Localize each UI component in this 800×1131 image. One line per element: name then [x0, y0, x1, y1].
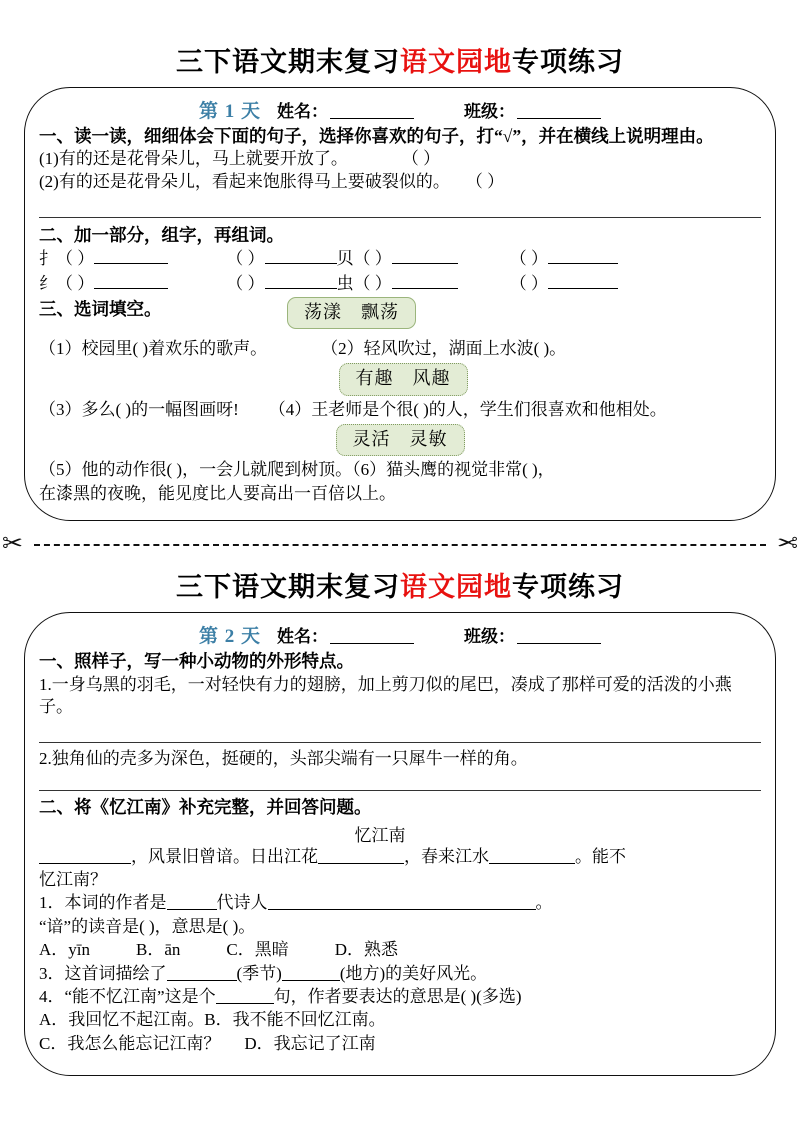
paren-2b[interactable]: （ ）: [226, 273, 265, 293]
name-blank-2[interactable]: [330, 643, 414, 644]
poem-text-a: ，风景旧曾谙。日出江花: [131, 846, 318, 866]
question-2-row[interactable]: “谙”的读音是( )，意思是( )。: [39, 916, 256, 936]
cut-dashes: [34, 544, 766, 546]
word-blank-2a[interactable]: [94, 271, 168, 288]
poem-text-d: 忆江南？: [39, 869, 107, 889]
option-d-meaning[interactable]: D．熟悉: [334, 940, 399, 960]
scissors-icon-right: ✂: [777, 530, 798, 558]
class-label-1: 班级：: [464, 102, 516, 121]
title-after-2: 专项练习: [512, 572, 624, 603]
word-blank-1d[interactable]: [548, 247, 618, 264]
question-4-text-b: 句，作者要表达的意思是( )(多选): [273, 987, 522, 1007]
section-1-1-item-0-row: [39, 148, 761, 171]
word-box-1: 荡漾 飘荡: [287, 297, 416, 329]
worksheet-frame-1: [24, 87, 776, 521]
class-field-1[interactable]: [464, 97, 601, 122]
scissors-icon-left: ✂: [2, 530, 23, 558]
word-blank-2d[interactable]: [548, 271, 618, 288]
question-1-row: [39, 891, 761, 914]
section-1-1-item-1-row: [39, 171, 761, 194]
fill-item-7: 在漆黑的夜晚，能见度比人要高出一百倍以上。: [39, 484, 396, 504]
cut-line: [0, 527, 800, 561]
question-1-text-a: 本词的作者是: [64, 893, 167, 913]
word-box-2: 有趣 风趣: [339, 363, 468, 395]
section-heading-2-1: 一、照样子，写一种小动物的外形特点。: [39, 651, 354, 672]
question-4-text-a: “能不忆江南”这是个: [64, 987, 216, 1007]
option-c-q4[interactable]: C．我怎么能忘记江南？: [39, 1033, 221, 1053]
page-title-day-1: [0, 40, 800, 79]
option-a-pinyin[interactable]: A．yīn: [39, 940, 90, 960]
day-badge-1: 第 1 天: [199, 101, 262, 122]
question-3-num: 3．: [39, 963, 65, 983]
worksheet-header-row-1: [39, 96, 761, 123]
answer-rule-2b[interactable]: [39, 790, 761, 791]
question-3-row: [39, 962, 761, 985]
radical-shell: 贝: [336, 249, 354, 269]
option-d-q4[interactable]: D．我忘记了江南: [244, 1033, 376, 1053]
title-highlight-2: 语文园地: [400, 572, 512, 603]
word-blank-1b[interactable]: [265, 247, 337, 264]
section-heading-2-2: 二、将《忆江南》补充完整，并回答问题。: [39, 796, 372, 817]
question-1-text-c: 。: [535, 893, 553, 913]
radical-row-1: [39, 247, 761, 271]
question-4-options-row-1: [39, 1008, 761, 1031]
section-heading-1-2: 二、加一部分，组字，再组词。: [39, 224, 284, 245]
poem-text-b: ，春来江水: [404, 846, 489, 866]
worksheet-header-row-2: [39, 621, 761, 648]
word-box-wrap-1: [287, 297, 416, 329]
answer-rule-1[interactable]: [39, 217, 761, 218]
page-title-day-2: [0, 565, 800, 604]
section-heading-1-3: 三、选词填空。: [39, 298, 162, 319]
title-highlight: 语文园地: [400, 47, 512, 77]
section-1-1-mark-1[interactable]: （ ）: [465, 172, 505, 192]
worksheet-day-2: [0, 561, 800, 1076]
radical-insect: 虫: [336, 273, 354, 293]
poem-blank-2[interactable]: [318, 847, 404, 864]
poem-blank-3[interactable]: [489, 847, 575, 864]
question-1-num: 1．: [39, 893, 65, 913]
question-1-blank-b[interactable]: [268, 893, 536, 910]
radical-row-2: [39, 271, 761, 295]
fill-item-1[interactable]: （1）校园里( )着欢乐的歌声。: [39, 339, 268, 359]
option-c-meaning[interactable]: C．黑暗: [226, 940, 289, 960]
fill-item-3[interactable]: （3）多么( )的一幅图画呀!: [39, 399, 239, 419]
section-1-1-item-1: (2)有的还是花骨朵儿，看起来饱胀得马上要破裂似的。: [39, 172, 450, 192]
class-label-2: 班级：: [464, 627, 516, 647]
title-before-2: 三下语文期末复习: [176, 572, 400, 603]
question-3-text-c: (地方)的美好风光。: [339, 963, 488, 983]
word-box-3: 灵活 灵敏: [336, 424, 465, 456]
poem-fill-line: [39, 846, 761, 869]
class-blank-2[interactable]: [517, 643, 601, 644]
option-b-pinyin[interactable]: B．ān: [136, 940, 181, 960]
name-label-1: 姓名：: [277, 102, 329, 121]
name-blank-1[interactable]: [330, 118, 414, 119]
name-label-2: 姓名：: [277, 627, 329, 647]
worksheet-frame-2: [24, 612, 776, 1076]
fill-row-4: [39, 482, 761, 505]
title-after: 专项练习: [512, 47, 624, 77]
name-field-2[interactable]: [277, 622, 414, 647]
section-2-1-item-0: 1.一身乌黑的羽毛，一对轻快有力的翅膀，加上剪刀似的尾巴，凑成了那样可爱的活泼的小燕子。: [39, 674, 732, 717]
radical-silk: 纟: [39, 273, 56, 293]
radical-hand: 扌: [39, 249, 56, 269]
section-2-1-item-1: 2.独角仙的壳多为深色，挺硬的，头部尖端有一只犀牛一样的角。: [39, 748, 528, 768]
fill-item-4[interactable]: （4）王老师是个很( )的人，学生们很喜欢和他相处。: [268, 399, 667, 419]
fill-item-2[interactable]: （2）轻风吹过，湖面上水波( )。: [321, 339, 567, 359]
section-1-1-item-0: (1)有的还是花骨朵儿，马上就要开放了。: [39, 149, 348, 169]
paren-1a[interactable]: （ ）: [56, 249, 95, 269]
question-4-blank[interactable]: [216, 987, 274, 1004]
poem-title: 忆江南: [354, 825, 406, 845]
paren-2a[interactable]: （ ）: [56, 273, 95, 293]
word-blank-2c[interactable]: [392, 271, 458, 288]
question-4-options-row-2: [39, 1032, 761, 1055]
paren-2d[interactable]: （ ）: [509, 273, 548, 293]
question-1-blank-a[interactable]: [167, 893, 217, 910]
section-heading-1-1: 一、读一读，细细体会下面的句子，选择你喜欢的句子，打“√”，并在横线上说明理由。: [39, 126, 714, 146]
word-blank-2b[interactable]: [265, 271, 337, 288]
question-3-text-a: 这首词描绘了: [64, 963, 167, 983]
option-a-q4[interactable]: A．我回忆不起江南。: [39, 1010, 205, 1030]
paren-1b[interactable]: （ ）: [226, 249, 265, 269]
name-field-1[interactable]: [277, 97, 414, 122]
word-blank-1c[interactable]: [392, 247, 458, 264]
question-3-text-b: (季节): [236, 963, 282, 983]
day-badge-2: 第 2 天: [199, 626, 262, 648]
worksheet-day-1: [0, 0, 800, 521]
word-box-wrap-2: [39, 363, 761, 395]
section-1-1-mark-0[interactable]: （ ）: [401, 149, 441, 169]
poem-blank-1[interactable]: [39, 847, 131, 864]
paren-1d[interactable]: （ ）: [509, 249, 548, 269]
question-4-num: 4．: [39, 987, 65, 1007]
fill-row-2: [39, 398, 761, 421]
question-3-blank-a[interactable]: [167, 963, 237, 980]
paren-1c[interactable]: （ ）: [353, 249, 392, 269]
paren-2c[interactable]: （ ）: [353, 273, 392, 293]
class-blank-1[interactable]: [517, 118, 601, 119]
word-box-wrap-3: [39, 424, 761, 456]
option-b-q4[interactable]: B．我不能不回忆江南。: [204, 1010, 386, 1030]
fill-item-5[interactable]: （5）他的动作很( )，一会儿就爬到树顶。: [39, 460, 353, 480]
question-1-text-b: 代诗人: [216, 893, 268, 913]
fill-row-3: [39, 458, 761, 481]
fill-row-1: [39, 337, 761, 360]
poem-text-c: 。能不: [575, 846, 626, 866]
answer-rule-2a[interactable]: [39, 742, 761, 743]
fill-item-6[interactable]: （6）猫头鹰的视觉非常( )，: [352, 460, 555, 480]
class-field-2[interactable]: [464, 622, 601, 647]
question-4-row: [39, 985, 761, 1008]
pinyin-options-row: [39, 938, 761, 961]
question-3-blank-b[interactable]: [282, 963, 340, 980]
title-before: 三下语文期末复习: [176, 47, 400, 77]
word-blank-1a[interactable]: [94, 247, 168, 264]
